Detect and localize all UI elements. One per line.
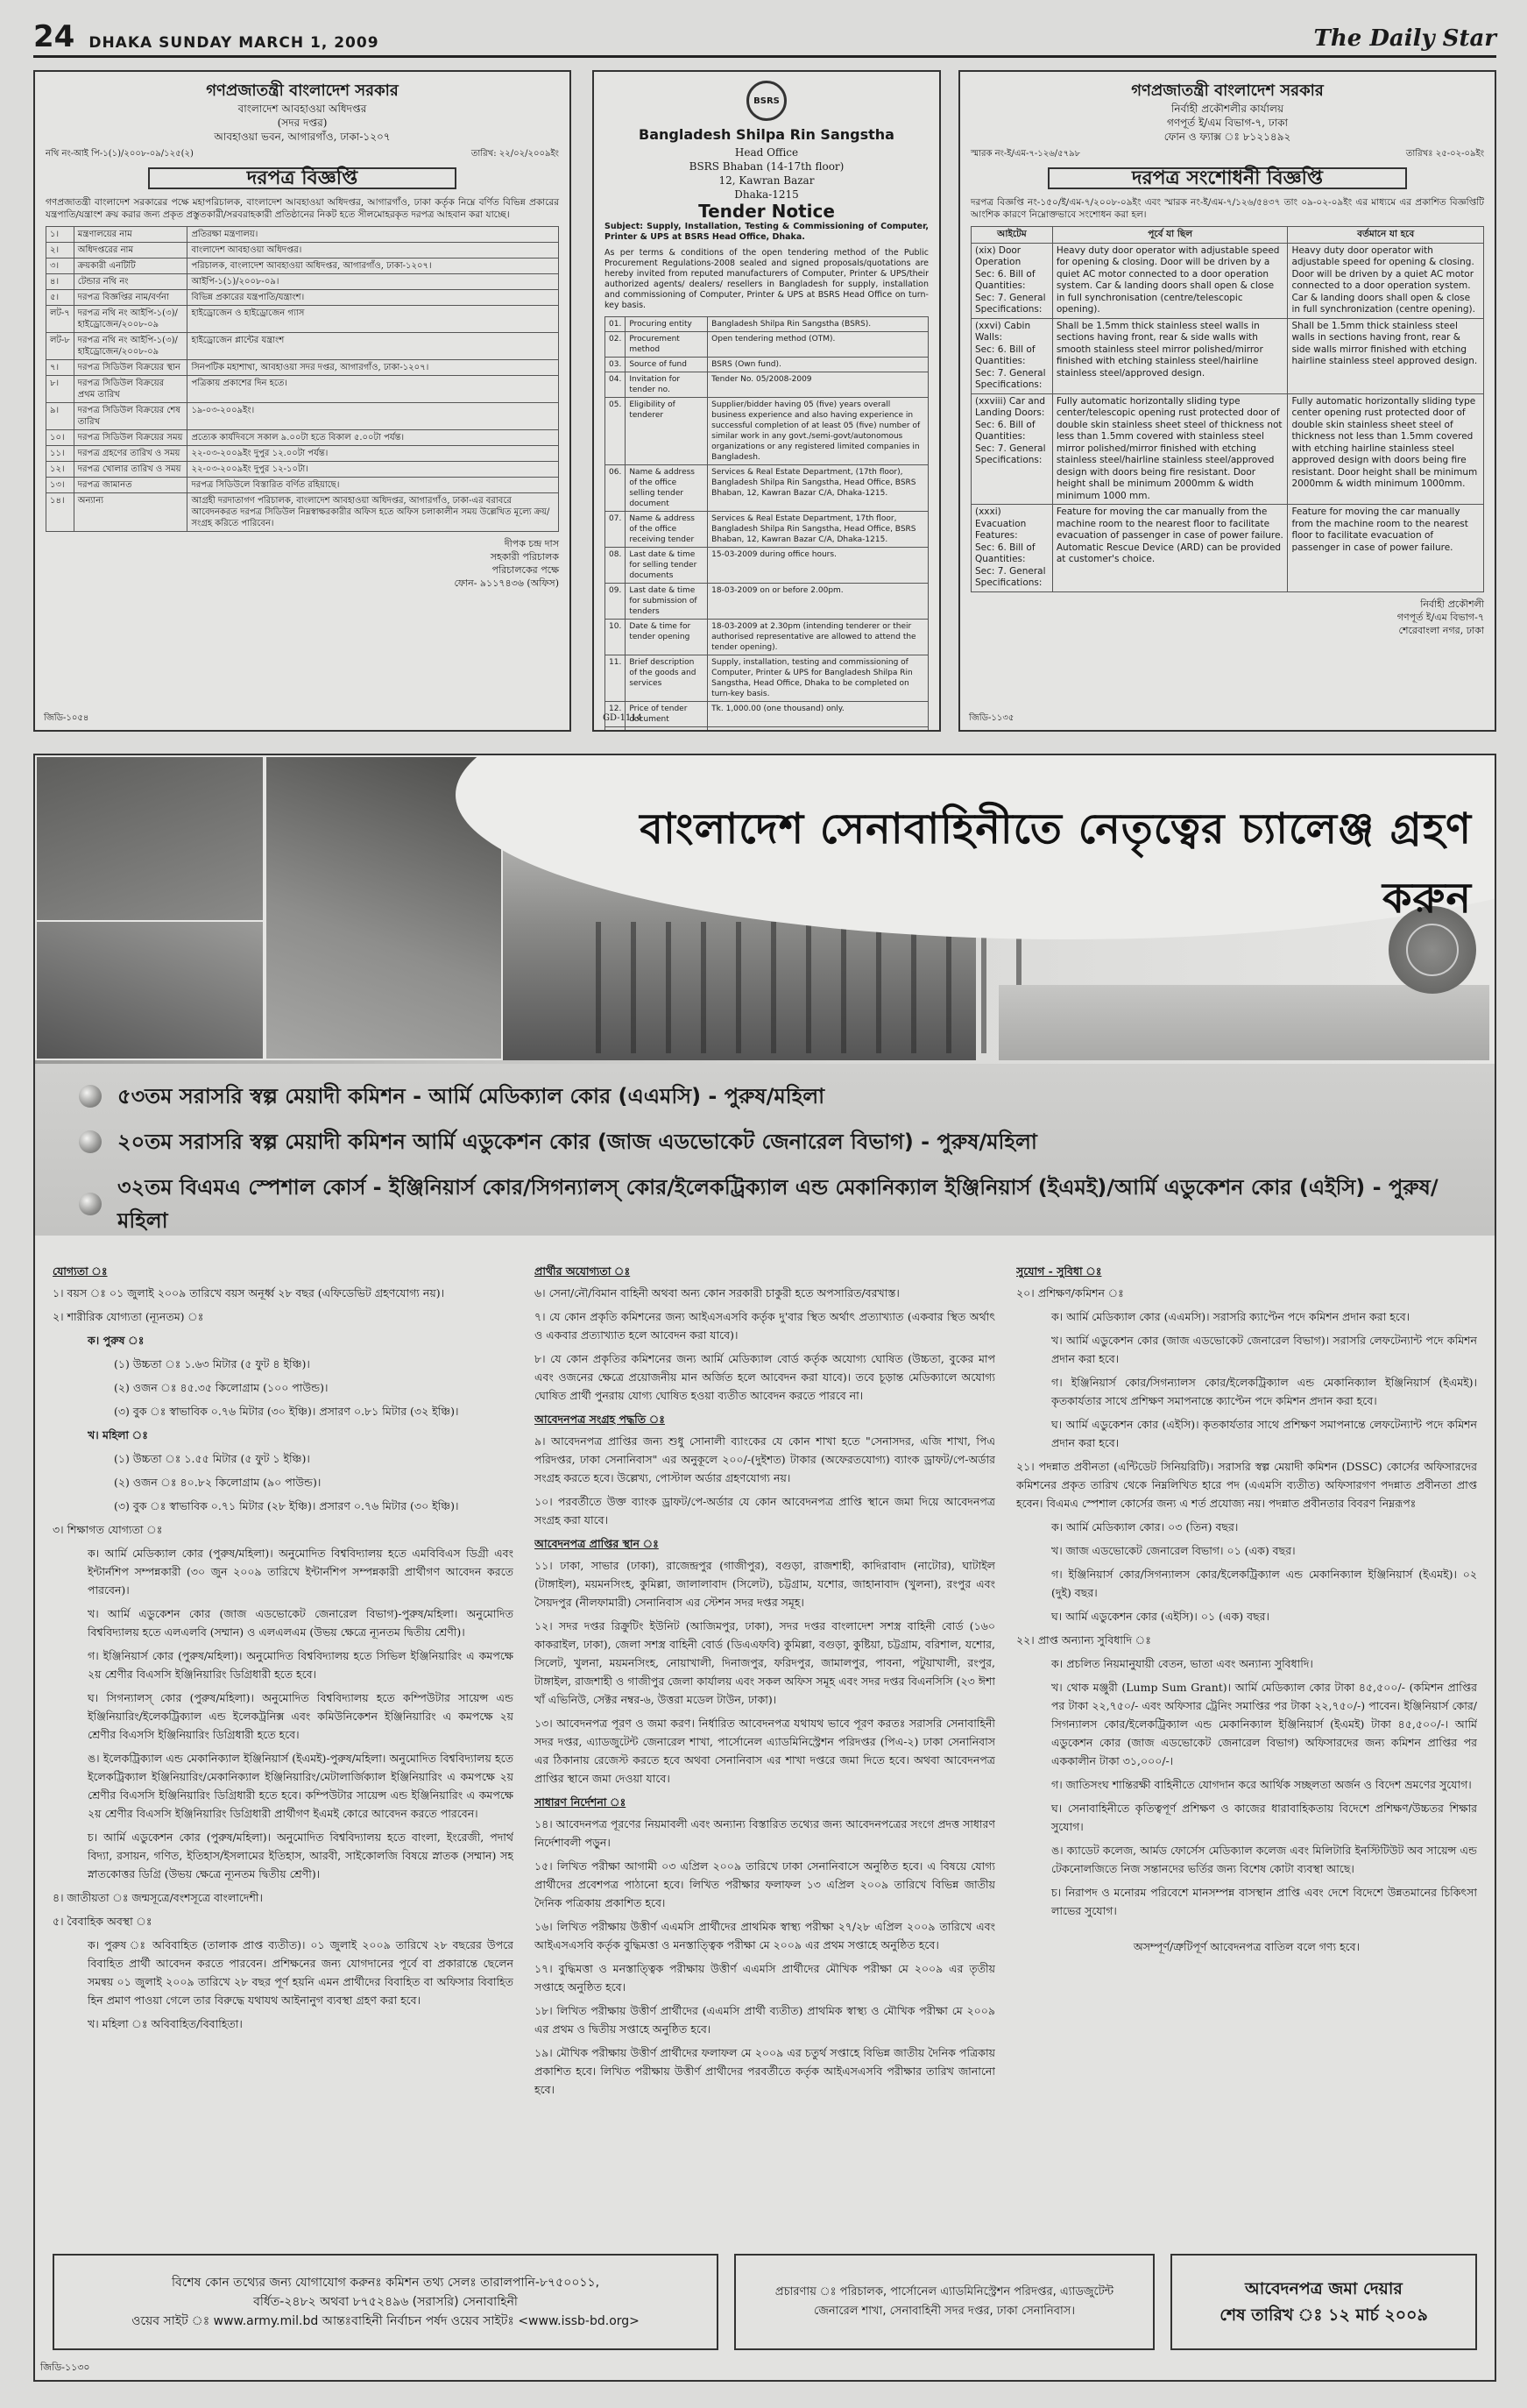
paragraph: ২। শারীরিক যোগ্যতা (ন্যূনতম) ঃ (53, 1310, 204, 1323)
memo-number: স্মারক নং-ই/এম-৭-১২৬/৫৭৯৮ (971, 149, 1081, 159)
tender-table (604, 316, 929, 732)
tender-title: Tender Notice (698, 201, 835, 222)
paragraph: ১০। পরবর্তীতে উক্ত ব্যাংক ড্রাফট/পে-অর্ডার যে কোন আবেদনপত্র প্রাপ্তি স্থানে জমা দিয়ে আবেদনপত্র সংগ্রহ করা যাবে। (534, 1495, 995, 1526)
division-name: গণপূর্ত ই/এম বিভাগ-৭, ঢাকা (1166, 117, 1288, 129)
bullet-icon (79, 1085, 102, 1108)
contact-box (53, 2254, 718, 2350)
bsrs-tender-notice (592, 70, 941, 732)
table-cell: Procurement method (626, 332, 708, 358)
section-heading: প্রার্থীর অযোগ্যতা ঃ (534, 1264, 631, 1278)
contact-line: বর্ধিত-২৪৮২ অথবা ৮৭৫২৪৯৬ (সরাসরি) সেনাবাহিনী (253, 2295, 518, 2309)
table-cell: BSRS (Own fund). (708, 358, 929, 372)
section-heading: আবেদনপত্র প্রাপ্তির স্থান ঃ (534, 1537, 659, 1550)
table-row (605, 332, 929, 358)
signature-line: সহকারী পরিচালক (490, 551, 559, 563)
section-heading: সুযোগ - সুবিধা ঃ (1016, 1264, 1102, 1278)
table-cell: 18-03-2009 on or before 2.00pm. (708, 584, 929, 620)
notice-table (46, 226, 559, 532)
table-row (972, 243, 1484, 318)
table-cell: 06. (605, 465, 626, 512)
paragraph: (৩) বুক ঃ স্বাভাবিক ০.৭১ মিটার (২৮ ইঞ্চি)। প্রসারণ ০.৭৬ মিটার (৩০ ইঞ্চি)। (114, 1499, 459, 1512)
signature-line: নির্বাহী প্রকৌশলী (1420, 598, 1484, 610)
gov-title: গণপ্রজাতন্ত্রী বাংলাদেশ সরকার (206, 81, 399, 100)
table-header-cell: পূর্বে যা ছিল (1052, 227, 1288, 244)
table-cell: ৪। (46, 274, 74, 290)
paragraph: ৯। আবেদনপত্র প্রাপ্তির জন্য শুধু সোনালী ব্যাংকের যে কোন শাখা হতে "সেনাসদর, এজি শাখা, পিএ পরিদপ্তর, ঢাকা সেনানিবাস" এর অনুকূলে ২০০/-(দুইশত) টাকার (অফেরতযোগ্য) ব্যাংক ড্রাফট/পে-অর্ডার সংগ্রহ করতে হবে। উল্লেখ্য, পোস্টাল অর্ডার গ্রহণযোগ্য নয়। (534, 1434, 995, 1484)
table-cell: প্রতিরক্ষা মন্ত্রণালয়। (187, 227, 559, 243)
paragraph: ৫। বৈবাহিক অবস্থা ঃ (53, 1915, 152, 1928)
subheading: খ। মহিলা ঃ (88, 1428, 148, 1441)
signature-line: পরিচালকের পক্ষে (491, 564, 559, 576)
table-cell: ১১। (46, 446, 74, 462)
table-cell: ১। (46, 227, 74, 243)
address-line-2: 12, Kawran Bazar (718, 174, 815, 187)
ad-headline: বাংলাদেশ সেনাবাহিনীতে নেতৃত্বের চ্যালেঞ্জ গ্রহণ করুন (640, 804, 1472, 923)
signature-line: দীপক চন্দ্র দাস (504, 538, 559, 549)
table-row (46, 274, 559, 290)
table-cell: ১৪। (46, 493, 74, 532)
table-row (972, 393, 1484, 505)
table-header-cell: আইটেম (972, 227, 1053, 244)
table-cell: Services & Real Estate Department, 17th floor, Bangladesh Shilpa Rin Sangstha, Head Office, BSRS Bhaban, 12, Kawran Bazar C/A, Dhaka-1215. (708, 512, 929, 548)
table-cell: (xxviii) Car and Landing Doors: Sec: 6. Bill of Quantities: Sec: 7. General Specifications: (972, 393, 1053, 505)
dept-sub: (সদর দপ্তর) (277, 117, 328, 129)
paragraph: গ। ইঞ্জিনিয়ার্স কোর/সিগন্যালস কোর/ইলেকট্রিক্যাল এন্ড মেকানিক্যাল ইঞ্জিনিয়ার্স (ইএমই)। ০২ (দুই) বছর। (1051, 1568, 1477, 1599)
table-cell: দরপত্র সিডিউল বিক্রয়ের সময় (74, 430, 187, 446)
paragraph: (২) ওজন ঃ ৪৫.৩৫ কিলোগ্রাম (১০০ পাউন্ড)। (114, 1381, 329, 1394)
table-cell: Procuring entity (626, 317, 708, 332)
table-cell: ১৯-০৩-২০০৯ইং। (187, 403, 559, 430)
table-cell: বিভিন্ন প্রকারের যন্ত্রপাতি/যন্ত্রাংশ। (187, 290, 559, 306)
table-cell: দরপত্র সিডিউল বিক্রয়ের শেষ তারিখ (74, 403, 187, 430)
table-cell: 08. (605, 548, 626, 584)
table-cell: ২২-০৩-২০০৯ইং দুপুর ১২-১০টা। (187, 462, 559, 478)
table-row (46, 306, 559, 333)
table-cell: ৮। (46, 376, 74, 403)
paragraph: (৩) বুক ঃ স্বাভাবিক ০.৭৬ মিটার (৩০ ইঞ্চি)। প্রসারণ ০.৮১ মিটার (৩২ ইঞ্চি)। (114, 1405, 459, 1418)
table-row (605, 372, 929, 398)
course-list (35, 1064, 1495, 1236)
army-recruitment-ad (33, 754, 1496, 2382)
table-cell: ১০। (46, 430, 74, 446)
table-cell: Last date & time for selling tender documents (626, 548, 708, 584)
table-cell: ২২-০৩-২০০৯ইং দুপুর ১২.০০টা পর্যন্ত। (187, 446, 559, 462)
deadline-label: আবেদনপত্র জমা দেয়ার (1245, 2279, 1403, 2298)
address-line-3: Dhaka-1215 (734, 188, 799, 201)
gd-code: জিডি-১০৫৪ (44, 713, 89, 723)
table-cell: হাইড্রোজেন প্লান্টের যন্ত্রাংশ (187, 333, 559, 360)
table-cell: সিনপটিক মহাশাখা, আবহাওয়া সদর দপ্তর, আগারগাঁও, ঢাকা-১২০৭। (187, 360, 559, 376)
deadline-box (1170, 2254, 1477, 2350)
paragraph: ১৪। আবেদনপত্র পূরণের নিয়মাবলী এবং অন্যান্য বিস্তারিত তথ্যের জন্য আবেদনপত্রের সংগে প্রদত্ত সাধারণ নির্দেশাবলী পড়ুন। (534, 1817, 995, 1849)
paragraph: খ। মহিলা ঃ অবিবাহিত/বিবাহিতা। (88, 2017, 243, 2030)
photo-soldiers (35, 755, 265, 922)
table-cell: আইপি-১(১)/২০০৮-০৯। (187, 274, 559, 290)
gd-code: GD-1114 (603, 713, 643, 723)
table-cell: Supply, installation, testing and commissioning of Computer, Printer & UPS for Bangladesh Shilpa Rin Sangstha, Head Office, Dhaka to be completed on turn-key basis. (708, 655, 929, 702)
dateline: DHAKA SUNDAY MARCH 1, 2009 (88, 34, 379, 52)
bullet-icon (79, 1130, 102, 1153)
closing-note: অসম্পূর্ণ/ত্রুটিপূর্ণ আবেদনপত্র বাতিল বলে গণ্য হবে। (1133, 1940, 1361, 1953)
table-row (605, 548, 929, 584)
newspaper-name: The Daily Star (1313, 25, 1496, 52)
table-cell: প্রত্যেক কার্যদিবসে সকাল ৯.০০টা হতে বিকাল ৫.০০টা পর্যন্ত। (187, 430, 559, 446)
table-row (46, 478, 559, 493)
table-cell: মন্ত্রণালয়ের নাম (74, 227, 187, 243)
publisher-line: প্রচারণায় ঃ পরিচালক, পার্সোনেল এ্যাডমিনিস্ট্রেশন পরিদপ্তর, এ্যাডজুটেন্ট (774, 2285, 1114, 2298)
table-row (46, 333, 559, 360)
table-row (46, 493, 559, 532)
table-cell: দরপত্র খোলার তারিখ ও সময় (74, 462, 187, 478)
table-row (605, 317, 929, 332)
table-cell: পরিচালক, বাংলাদেশ আবহাওয়া অধিদপ্তর, আগারগাঁও, ঢাকা-১২০৭। (187, 259, 559, 274)
gd-code: জিডি-১১৩০ (40, 2362, 90, 2373)
paragraph: ঘ। সেনাবাহিনীতে কৃতিত্বপূর্ণ প্রশিক্ষণ ও কাজের ধারাবাহিকতায় বিদেশে প্রশিক্ষণ/উচ্চতর শিক্ষার সুযোগ। (1051, 1802, 1477, 1833)
table-row (605, 358, 929, 372)
table-cell: ৯। (46, 403, 74, 430)
contact-line: বিশেষ কোন তথ্যের জন্য যোগাযোগ করুনঃ কমিশন তথ্য সেলঃ তারালপানি-৮৭৫০০১১, (171, 2276, 600, 2290)
table-cell: Name & address of the office receiving tender (626, 512, 708, 548)
table-cell: Fully automatic horizontally sliding type center opening rust protected door of double skin stainless sheet steel of thickness not less than 1.5mm covered with etching hairline stainless steel approved design with doors being fire resistant. Door height shall be minimum 2000mm & width minimum 1000mm. (1288, 393, 1484, 505)
paragraph: ১৬। লিখিত পরীক্ষায় উত্তীর্ণ এএমসি প্রার্থীদের প্রাথমিক স্বাস্থ্য পরীক্ষা ২৭/২৮ এপ্রিল ২০০৯ তারিখে এবং আইএসএসবি কর্তৃক বুদ্ধিমত্তা ও মনস্তাত্ত্বিক পরীক্ষা মে ২০০৯ এর প্রথম সপ্তাহে অনুষ্ঠিত হবে। (534, 1920, 995, 1951)
paragraph: (১) উচ্চতা ঃ ১.৫৫ মিটার (৫ ফুট ১ ইঞ্চি)। (114, 1452, 310, 1465)
table-cell: 18-03-2009 at 2.30pm (intending tenderer or their authorised representative are allowed to attend the tender opening). (708, 620, 929, 655)
table-cell: Tk. 1,000.00 (one thousand) only. (708, 702, 929, 727)
table-cell: Heavy duty door operator with adjustable speed for opening & closing. Door will be driven by a quiet AC motor connected to a door operation system. Car & landing doors shall open & close in full synchronisation (centre/telescopic opening). (1052, 243, 1288, 318)
table-row (46, 259, 559, 274)
pwd-amendment-notice (958, 70, 1496, 732)
gd-code: জিডি-১১৩৫ (969, 713, 1014, 723)
signature-line: গণপূর্ত ই/এম বিভাগ-৭ (1396, 611, 1484, 623)
table-cell: Feature for moving the car manually from the machine room to the nearest floor to facilitate evacuation of passenger in case of power failure. Automatic Rescue Device (ARD) can be provided at customer's choice. (1052, 505, 1288, 592)
table-cell: (xxxi) Evacuation Features: Sec: 6. Bill of Quantities: Sec: 7. General Specifications: (972, 505, 1053, 592)
memo-date: তারিখঃ ২৫-০২-০৯ইং (1405, 149, 1484, 159)
table-cell: (xxvi) Cabin Walls: Sec: 6. Bill of Quantities: Sec: 7. General Specifications: (972, 318, 1053, 393)
table-cell: টেন্ডার নথি নং (74, 274, 187, 290)
memo-number: নথি নং-আই পি-১(১)/২০০৮-০৯/১২৫(২) (46, 149, 194, 159)
paragraph: (২) ওজন ঃ ৪০.৮২ কিলোগ্রাম (৯০ পাউন্ড)। (114, 1476, 322, 1489)
table-cell (605, 727, 626, 733)
paragraph: চ। আর্মি এডুকেশন কোর (পুরুষ/মহিলা)। অনুমোদিত বিশ্ববিদ্যালয় হতে বাংলা, ইংরেজী, পদার্থ বিদ্যা, রসায়ন, গণিত, ইতিহাস/ইসলামের ইতিহাস, আরবী, সাইকোলজি বিষয়ে স্নাতক (সম্মান) সহ স্নাতকোত্তর ডিগ্রি (উভয় ক্ষেত্রে ন্যূনতম দ্বিতীয় শ্রেণী)। (88, 1831, 513, 1880)
table-row (46, 227, 559, 243)
table-row (46, 462, 559, 478)
table-header-row (972, 227, 1484, 244)
paragraph: ক। পুরুষ ঃ অবিবাহিত (তালাক প্রাপ্ত ব্যতীত)। ০১ জুলাই ২০০৯ তারিখে ২৮ বছরের উপরে বিবাহিত প্রার্থী আবেদন করতে পারবেন। প্রশিক্ষনের জন্য যোগদানের পূর্বে বা প্রকারান্তে ছেলেন সমন্বয় ০১ জুলাই ২০০৯ তারিখে ২৮ বছর পূর্ণ হয়নি এমন প্রার্থীদের বিবাহিত বা অফিসার বিবাহিত হিন প্রমাণ পাওয়া গেলে তার বিরুদ্ধে যথাযথ আইনানুগ ব্যবস্থা গ্রহণ করা হবে। (88, 1938, 513, 2007)
paragraph: গ। জাতিসংঘ শান্তিরক্ষী বাহিনীতে যোগদান করে আর্থিক সচ্ছলতা অর্জন ও বিদেশ ভ্রমণের সুযোগ। (1051, 1778, 1472, 1791)
table-cell: দরপত্র নথি নং আইপি-১(৩)/হাইড্রোজেন/২০০৮-০৯ (74, 306, 187, 333)
table-row (605, 702, 929, 727)
table-cell: 09. (605, 584, 626, 620)
table-row (605, 465, 929, 512)
table-cell: দরপত্র সিডিউল বিক্রয়ের প্রথম তারিখ (74, 376, 187, 403)
table-row (605, 655, 929, 702)
table-cell: 12. (605, 702, 626, 727)
tender-intro: As per terms & conditions of the open tendering method of the Public Procurement Regulations-2008 sealed and signed proposals/quotations are hereby invited from reputed manufacturers of Computer, Printer & UPS/their authorized agents/ dealers/ resellers in Bangladesh for supply, installation and commissioning of Computer, Printer & UPS at BSRS Head Office on turn-key basis. (604, 248, 929, 310)
table-cell: দরপত্র সিডিউল বিক্রয়ের স্থান (74, 360, 187, 376)
table-row (605, 620, 929, 655)
table-row (972, 318, 1484, 393)
table-cell: Price of tender document (626, 702, 708, 727)
table-cell: 15-03-2009 during office hours. (708, 548, 929, 584)
table-cell: Services & Real Estate Department, (17th floor), Bangladesh Shilpa Rin Sangstha, Head Office, BSRS Bhaban, 12, Kawran Bazar C/A, Dhaka-1215. (708, 465, 929, 512)
table-cell: ৭। (46, 360, 74, 376)
table-cell: Shall be 1.5mm thick stainless steel walls in sections having front, rear & side walls with smooth stainless steel mirror polished/mirror finished with etching stainless steel/hairline stainless steel/approved design. (1052, 318, 1288, 393)
paragraph: ক। আর্মি মেডিক্যাল কোর (পুরুষ/মহিলা)। অনুমোদিত বিশ্ববিদ্যালয় হতে এমবিবিএস ডিগ্রী এবং ইন্টার্নশিপ সম্পন্নকারী (৩০ জুন ২০০৯ তারিখে ইন্টার্নশিপ সম্পন্নকারী প্রার্থীগণ আবেদন করতে পারবেন)। (88, 1547, 513, 1597)
signature-block (46, 537, 559, 590)
notice-title: দরপত্র বিজ্ঞপ্তি (148, 167, 456, 189)
ad-details (53, 1258, 1477, 2240)
paragraph: চ। নিরাপদ ও মনোরম পরিবেশে মানসম্পন্ন বাসস্থান প্রাপ্তি এবং দেশে বিদেশে উন্নতমানের চিকিৎসা লাভের সুযোগ। (1051, 1886, 1477, 1917)
table-cell: দরপত্র গ্রহণের তারিখ ও সময় (74, 446, 187, 462)
course-label: ৩২তম বিএমএ স্পেশাল কোর্স - ইঞ্জিনিয়ার্স কোর/সিগন্যালস্ কোর/ইলেকট্রিক্যাল এন্ড মেকানিক্যাল ইঞ্জিনিয়ার্স (ইএমই)/আর্মি এডুকেশন কোর (এইসি) - পুরুষ/মহিলা (117, 1175, 1439, 1233)
benefits-column (1016, 1258, 1477, 2240)
table-cell: দরপত্র সিডিউলে বিস্তারিত বর্ণিত রহিয়াছে। (187, 478, 559, 493)
paragraph: ঘ। আর্মি এডুকেশন কোর (এইসি)। কৃতকার্যতার সাথে প্রশিক্ষণ সমাপনান্তে লেফটেন্যান্ট পদে কমিশন প্রদান করা হবে। (1051, 1418, 1477, 1449)
office-label: Head Office (734, 146, 799, 159)
publisher-line: জেনারেল শাখা, সেনাবাহিনী সদর দপ্তর, ঢাকা সেনানিবাস। (813, 2305, 1076, 2318)
paragraph: গ। ইঞ্জিনিয়ার্স কোর (পুরুষ/মহিলা)। অনুমোদিত বিশ্ববিদ্যালয় হতে সিভিল ইঞ্জিনিয়ারিং এ কমপক্ষে ২য় শ্রেণীর বিএসসি ইঞ্জিনিয়ারিং ডিগ্রিধারী হতে হবে। (88, 1649, 513, 1681)
table-cell: Supplier/bidder having 05 (five) years overall business experience and also having experience in successful completion of at least 05 (five) number of similar work in any govt./semi-govt/autonomous organizations or any registered limited companies in Bangladesh. (708, 398, 929, 465)
table-cell: Name & address of the office selling tender document (626, 465, 708, 512)
table-cell: ১৩। (46, 478, 74, 493)
course-item (79, 1171, 1451, 1237)
table-cell: Eligibility of tenderer (626, 398, 708, 465)
website-line: ওয়েব সাইট ঃ www.army.mil.bd আন্তঃবাহিনী নির্বাচন পর্ষদ ওয়েব সাইটঃ <www.issb-bd.org> (131, 2314, 640, 2328)
deadline-date: শেষ তারিখ ঃ ১২ মার্চ ২০০৯ (1219, 2305, 1428, 2325)
course-label: ২০তম সরাসরি স্বল্প মেয়াদী কমিশন আর্মি এডুকেশন কোর (জাজ এডভোকেট জেনারেল বিভাগ) - পুরুষ/মহিলা (117, 1130, 1037, 1154)
signature-line: ফোন- ৯১১৭৪৩৬ (অফিস) (454, 577, 559, 589)
table-cell: 10. (605, 620, 626, 655)
paragraph: ২২। প্রাপ্ত অন্যান্য সুবিধাদি ঃ (1016, 1633, 1151, 1647)
paragraph: ১২। সদর দপ্তর রিক্রুটিং ইউনিট (আজিমপুর, ঢাকা), সদর দপ্তর বাংলাদেশ সশস্ত্র বাহিনী বোর্ড (১৬০ কাকরাইল, ঢাকা), জেলা সশস্ত্র বাহিনী বোর্ড (ডিএএফবি) কুমিল্লা, বগুড়া, কুষ্টিয়া, চট্টগ্রাম, বরিশাল, যশোর, সিলেট, খুলনা, ময়মনসিংহ, নোয়াখালী, দিনাজপুর, ফরিদপুর, জামালপুর, পাবনা, পটুয়াখালী, রংপুর, টাঙ্গাইল, রাজশাহী ও গাজীপুর জেলা কার্যালয় এবং সকল অফিস সমূহ এবং সদর দপ্তর বিএনসিসি (২৩ ঈশা খাঁ এভিনিউ, সেক্টর নম্বর-৬, উত্তরা মডেল টাউন, ঢাকা)। (534, 1619, 995, 1706)
paragraph: ক। আর্মি মেডিক্যাল কোর। ০৩ (তিন) বছর। (1051, 1520, 1239, 1533)
section-heading: আবেদনপত্র সংগ্রহ পদ্ধতি ঃ (534, 1413, 665, 1426)
paragraph: ১৫। লিখিত পরীক্ষা আগামী ০৩ এপ্রিল ২০০৯ তারিখে ঢাকা সেনানিবাসে অনুষ্ঠিত হবে। এ বিষয়ে যোগ্য প্রার্থীদের প্রবেশপত্র পাঠানো হবে। লিখিত পরীক্ষার ফলাফল ১৩ এপ্রিল ২০০৯ তারিখে বিভিন্ন জাতীয় দৈনিক পত্রিকায় প্রকাশিত হবে। (534, 1859, 995, 1909)
paragraph: ২১। পদন্নাত প্রবীনতা (এন্টিডেট সিনিয়রিটি)। সরাসরি স্বল্প মেয়াদী কমিশন (DSSC) কোর্সের অফিসারদের কমিশনের প্রকৃত তারিখ থেকে নিম্নলিখিত হারে পদ (এএমসি ব্যতীত) অফিসারগণ পদন্নাত প্রবীনতা প্রাপ্ত হবেন। বিএমএ স্পেশাল কোর্সের জন্য এ শর্ত প্রযোজ্য নয়। পদন্নাত প্রবীনতার বিবরণ নিম্নরূপঃ (1016, 1460, 1477, 1510)
table-row (46, 446, 559, 462)
paragraph: ৬। সেনা/নৌ/বিমান বাহিনী অথবা অন্য কোন সরকারী চাকুরী হতে অপসারিত/বরখাস্ত। (534, 1286, 900, 1300)
table-cell: Source of fund (626, 358, 708, 372)
phone-fax: ফোন ও ফ্যাক্স ঃ ৮১২১৪৯২ (1163, 131, 1291, 143)
ad-footer (53, 2254, 1477, 2350)
table-cell: Open tendering method (OTM). (708, 332, 929, 358)
paragraph: খ। আর্মি এডুকেশন কোর (জাজ এডভোকেট জেনারেল বিভাগ)-পুরুষ/মহিলা। অনুমোদিত বিশ্ববিদ্যালয় হতে এলএলবি (সম্মান) ও এলএলএম (উভয় ক্ষেত্রে ন্যূনতম দ্বিতীয় শ্রেণী)। (88, 1607, 513, 1639)
table-cell: ৩। (46, 259, 74, 274)
table-row (605, 398, 929, 465)
photo-field-exercise (35, 920, 265, 1060)
table-cell: লট-৭ (46, 306, 74, 333)
notice-title: দরপত্র সংশোধনী বিজ্ঞপ্তি (1048, 167, 1407, 189)
course-item (79, 1080, 1451, 1113)
paragraph: ১৭। বুদ্ধিমত্তা ও মনস্তাত্ত্বিক পরীক্ষায় উত্তীর্ণ এএমসি প্রার্থীদের মৌখিক পরীক্ষা মে ২০০৯ এর তৃতীয় সপ্তাহে অনুষ্ঠিত হবে। (534, 1962, 995, 1994)
masthead (33, 19, 1496, 58)
table-row (972, 505, 1484, 592)
bmd-tender-notice (33, 70, 571, 732)
table-cell: অন্যান্য (74, 493, 187, 532)
paragraph: গ। ইঞ্জিনিয়ার্স কোর/সিগন্যালস কোর/ইলেকট্রিক্যাল এন্ড মেকানিক্যাল ইঞ্জিনিয়ার্স (ইএমই)। কৃতকার্যতার সাথে প্রশিক্ষণ সমাপনান্তে ক্যাপ্টেন পদে কমিশন প্রদান করা হবে। (1051, 1376, 1477, 1407)
table-cell: পত্রিকায় প্রকাশের দিন হতে। (187, 376, 559, 403)
table-cell: Heavy duty door operator with adjustable speed for opening & closing. Door will be driven by a quiet AC motor connected to a door operation system. Car & landing doors shall open & close in full synchronization (centre opening). (1288, 243, 1484, 318)
table-cell: ২। (46, 243, 74, 259)
table-cell: 02. (605, 332, 626, 358)
table-cell: অধিদপ্তরের নাম (74, 243, 187, 259)
notice-intro: গণপ্রজাতন্ত্রী বাংলাদেশ সরকারের পক্ষে মহাপরিচালক, বাংলাদেশ আবহাওয়া অধিদপ্তর, আগারগাঁও, ঢাকা কর্তৃক নিম্নে বর্ণিত বিভিন্ন প্রকারের যন্ত্রপাতি/যন্ত্রাংশ ক্রয় করার জন্য প্রকৃত প্রস্তুতকারী/সরবরাহকারী প্রতিষ্ঠানের নিকট হতে সীলমোহরকৃত দরপত্র আহবান করা যাচ্ছে। (46, 197, 559, 220)
table-cell: দরপত্র নথি নং আইপি-১(৩)/ হাইড্রোজেন/২০০৮-০৯ (74, 333, 187, 360)
table-cell: Date & time for tender opening (626, 620, 708, 655)
tender-subject: Subject: Supply, Installation, Testing & Commissioning of Computer, Printer & UPS at BSRS Head Office, Dhaka. (604, 222, 929, 242)
table-cell: Tender No. 05/2008-2009 (708, 372, 929, 398)
page-number: 24 (33, 19, 75, 54)
table-row (46, 290, 559, 306)
paragraph: খ। আর্মি এডুকেশন কোর (জাজ এডভোকেট জেনারেল বিভাগ)। সরাসরি লেফটেন্যান্ট পদে কমিশন প্রদান করা হবে। (1051, 1334, 1477, 1365)
paragraph: ১। বয়স ঃ ০১ জুলাই ২০০৯ তারিখে বয়স অনূর্ধ্ব ২৮ বছর (এফিডেভিট গ্রহণযোগ্য নয়)। (53, 1286, 445, 1300)
org-name: Bangladesh Shilpa Rin Sangstha (639, 126, 894, 143)
paragraph: ২০। প্রশিক্ষণ/কমিশন ঃ (1016, 1286, 1124, 1300)
table-cell: ক্রয়কারী এনটিটি (74, 259, 187, 274)
table-cell: 11. (605, 655, 626, 702)
paragraph: ঙ। ক্যাডেট কলেজ, আর্মড ফোর্সেস মেডিক্যাল কলেজ এবং মিলিটারি ইনস্টিটিউট অব সায়েন্স এন্ড টেকনোলজিতে নিজ সন্তানদের ভর্তির জন্য বিশেষ কোটা ব্যবস্থা আছে। (1051, 1844, 1477, 1875)
table-cell (626, 727, 708, 733)
table-cell: বাংলাদেশ আবহাওয়া অধিদপ্তর। (187, 243, 559, 259)
paragraph: (১) উচ্চতা ঃ ১.৬৩ মিটার (৫ ফুট ৪ ইঞ্চি)। (114, 1357, 310, 1370)
publisher-box (734, 2254, 1155, 2350)
signature-line: শেরেবাংলা নগর, ঢাকা (1398, 624, 1484, 636)
paragraph: ১৯। মৌখিক পরীক্ষায় উত্তীর্ণ প্রার্থীদের ফলাফল মে ২০০৯ এর চতুর্থ সপ্তাহে বিভিন্ন জাতীয় দৈনিক পত্রিকায় প্রকাশিত হবে। লিখিত পরীক্ষায় উত্তীর্ণ প্রার্থীদের পরবর্তীতে কর্তৃক আইএসএসবি পরীক্ষার তারিখ জানানো হবে। (534, 2046, 995, 2096)
notice-intro: দরপত্র বিজ্ঞপ্তি নং-১৫০/ই/এম-৭/২০০৮-০৯ইং এবং স্মারক নং-ই/এম-৭/১২৬/৫৪৩৭ তাং ০৯-০২-০৯ইং এর মাধ্যমে এর প্রকাশিত বিজ্ঞপ্তিটি আংশিক কারণে নিম্নোক্তভাবে সংশোধন করা হল। (971, 197, 1484, 220)
table-cell: (xix) Door Operation Sec: 6. Bill of Quantities: Sec: 7. General Specifications: (972, 243, 1053, 318)
memo-date: তারিখ: ২২/০২/২০০৯ইং (470, 149, 559, 159)
paragraph: ১১। ঢাকা, সাভার (ঢাকা), রাজেন্দ্রপুর (গাজীপুর), বগুড়া, রাজশাহী, কাদিরাবাদ (নাটোর), ঘাটাইল (টাঙ্গাইল), ময়মনসিংহ, কুমিল্লা, জালালাবাদ (সিলেট), চট্টগ্রাম, যশোর, জাহানাবাদ (খুলনা), রংপুর এবং সৈয়দপুর (নীলফামারী) সেনানিবাস এর স্টেশন সদর দপ্তর সমূহ। (534, 1559, 995, 1609)
paragraph: ৭। যে কোন প্রকৃতি কমিশনের জন্য আইএসএসবি কর্তৃক দু'বার স্থিত অর্থাৎ প্রত্যাখ্যাত (একবার স্থিত অর্থাৎ ও একবার প্রত্যাখ্যাত হলে আবেদন করা যাবে)। (534, 1310, 995, 1342)
table-cell: 01. (605, 317, 626, 332)
application-column (534, 1258, 995, 2240)
paragraph: ঙ। ইলেকট্রিক্যাল এন্ড মেকানিক্যাল ইঞ্জিনিয়ার্স (ইএমই)-পুরুষ/মহিলা। অনুমোদিত বিশ্ববিদ্যালয় হতে ইলেকট্রিক্যাল ইঞ্জিনিয়ারিং/মেকানিক্যাল ইঞ্জিনিয়ারিং/মেটালার্জিক্যাল ইঞ্জিনিয়ারিং এ কমপক্ষে ২য় শ্রেণীর বিএসসি ইঞ্জিনিয়ারিং ডিগ্রিধারী হতে হবে। কম্পিউটার সায়েন্স এন্ড ইঞ্জিনিয়ারিং এ কমপক্ষে ২য় শ্রেণীর বিএসসি ইঞ্জিনিয়ারিং ডিগ্রিধারী প্রার্থীগণ ইএমই কোরে আবেদন করতে পারবেন। (88, 1752, 513, 1820)
paragraph: ঘ। সিগন্যালস্ কোর (পুরুষ/মহিলা)। অনুমোদিত বিশ্ববিদ্যালয় হতে কম্পিউটার সায়েন্স এন্ড ইঞ্জিনিয়ারিং/ইলেকট্রিক্যাল এন্ড ইলেকট্রনিক্স এবং কমিউনিকেশন ইঞ্জিনিয়ারিং এ কমপক্ষে ২য় শ্রেণীর বিএসসি ইঞ্জিনিয়ারিং ডিগ্রিধারী হতে হবে। (88, 1691, 513, 1741)
table-cell: 03. (605, 358, 626, 372)
signature-block (971, 598, 1484, 637)
table-row (46, 376, 559, 403)
paragraph: ৩। শিক্ষাগত যোগ্যতা ঃ (53, 1523, 163, 1536)
table-cell: 07. (605, 512, 626, 548)
course-label: ৫৩তম সরাসরি স্বল্প মেয়াদী কমিশন - আর্মি মেডিক্যাল কোর (এএমসি) - পুরুষ/মহিলা (117, 1084, 825, 1108)
amendment-table (971, 226, 1484, 592)
table-cell: লট-৮ (46, 333, 74, 360)
eligibility-column (53, 1258, 513, 2240)
paragraph: খ। জাজ এডভোকেট জেনারেল বিভাগ। ০১ (এক) বছর। (1051, 1544, 1296, 1557)
gov-title: গণপ্রজাতন্ত্রী বাংলাদেশ সরকার (1131, 81, 1324, 100)
paragraph: খ। থোক মঞ্জুরী (Lump Sum Grant)। আর্মি মেডিক্যাল কোর টাকা ৪৫,৫০০/- (কমিশন প্রাপ্তির পর টাকা ২২,৭৫০/- এবং অফিসার ট্রেনিং সমাপ্তির পর টাকা ২২,৭৫০/-) পাবেন। ইঞ্জিনিয়ার্স কোর/সিগন্যালস কোর/ইলেকট্রিক্যাল এন্ড মেকানিক্যাল ইঞ্জিনিয়ার্স (ইএমই) টাকা ৪৫,৫০০/-। আর্মি এডুকেশন কোর (জাজ এডভোকেট জেনারেল বিভাগ) অফিসারদের জন্য কমিশন প্রাপ্তির পর এককালীন টাকা ৩১,০০০/-। (1051, 1681, 1477, 1767)
bsrs-logo: BSRS (746, 81, 787, 121)
table-row (605, 727, 929, 733)
table-row (46, 360, 559, 376)
table-row (605, 584, 929, 620)
table-cell: Feature for moving the car manually from the machine room to the nearest floor to facilitate evacuation of passenger in case of power failure. (1288, 505, 1484, 592)
table-header-cell: বর্তমানে যা হবে (1288, 227, 1484, 244)
section-heading: যোগ্যতা ঃ (53, 1264, 108, 1278)
table-cell: ৫। (46, 290, 74, 306)
section-heading: সাধারণ নির্দেশনা ঃ (534, 1795, 626, 1809)
table-cell: Last date & time for submission of tenders (626, 584, 708, 620)
paragraph: ১৩। আবেদনপত্র পূরণ ও জমা করণ। নির্ধারিত আবেদনপত্র যথাযথ ভাবে পূরণ করতঃ সরাসরি সেনাবাহিনী সদর দপ্তর, এ্যাডজুটেন্ট জেনারেল শাখা, পার্সোনেল এ্যাডমিনিস্ট্রেশন পরিদপ্তর (পিএ-২) ঢাকা সেনানিবাস এর ঠিকানায় রেজেস্ট করতে হবে অথবা সেনানিবাস এর শাখা দপ্তরে জমা দিতে হবে। অথবা আবেদনপত্র প্রাপ্তির স্থানে জমা দেওয়া যাবে। (534, 1717, 995, 1785)
office-name: নির্বাহী প্রকৌশলীর কার্যালয় (1170, 103, 1284, 115)
table-row (46, 243, 559, 259)
table-cell: Bangladesh Shilpa Rin Sangstha (BSRS). (708, 317, 929, 332)
dept-name: বাংলাদেশ আবহাওয়া অধিদপ্তর (237, 103, 367, 115)
photo-ladders (596, 922, 1034, 1053)
subheading: ক। পুরুষ ঃ (88, 1334, 145, 1347)
paragraph: ১৮। লিখিত পরীক্ষায় উত্তীর্ণ প্রার্থীদের (এএমসি প্রার্থী ব্যতীত) প্রাথমিক স্বাস্থ্য ও মৌখিক পরীক্ষা মে ২০০৯ এর প্রথম ও দ্বিতীয় সপ্তাহে অনুষ্ঠিত হবে। (534, 2004, 995, 2036)
table-row (46, 403, 559, 430)
table-cell: দরপত্র বিজ্ঞপ্তির নাম/বর্ণনা (74, 290, 187, 306)
paragraph: ক। আর্মি মেডিক্যাল কোর (এএমসি)। সরাসরি ক্যাপ্টেন পদে কমিশন প্রদান করা হবে। (1051, 1310, 1410, 1323)
table-cell (708, 727, 929, 733)
table-cell: Invitation for tender no. (626, 372, 708, 398)
table-cell: হাইড্রোজেন ও হাইড্রোজেন গ্যাস (187, 306, 559, 333)
table-cell: 04. (605, 372, 626, 398)
table-cell: ১২। (46, 462, 74, 478)
table-cell: আগ্রহী দরদাতাগণ পরিচালক, বাংলাদেশ আবহাওয়া অধিদপ্তর, আগারগাঁও, ঢাকা-এর বরাবরে আবেদনকরত দরপত্র সিডিউল নিম্নস্বাক্ষরকারীর অফিস হতে অফিস চলাকালীন সময় উল্লেখিত মূল্যে ক্রয়/সংগ্রহ করিতে পারিবেন। (187, 493, 559, 532)
table-cell: দরপত্র জামানত (74, 478, 187, 493)
photo-horizon (999, 985, 1489, 1060)
ad-banner (35, 755, 1495, 1064)
table-cell: Brief description of the goods and services (626, 655, 708, 702)
paragraph: ঘ। আর্মি এডুকেশন কোর (এইসি)। ০১ (এক) বছর। (1051, 1610, 1269, 1623)
table-row (46, 430, 559, 446)
paragraph: ক। প্রচলিত নিয়মানুযায়ী বেতন, ভাতা এবং অন্যান্য সুবিধাদি। (1051, 1657, 1313, 1670)
paragraph: ৮। যে কোন প্রকৃতির কমিশনের জন্য আর্মি মেডিক্যাল বোর্ড কর্তৃক অযোগ্য ঘোষিত (উচ্চতা, বুকের মাপ এবং ওজনের ক্ষেত্রে প্রয়োজনীয় মান অর্জিত হলে আবেদন করা যাবে)। তবে চূড়ান্ত মেডিক্যালে অযোগ্য ঘোষিত প্রার্থী পুনরায় যোগ্য ঘোষিত হওয়া ব্যতীত আবেদন করতে পারবে না। (534, 1352, 995, 1402)
bullet-icon (79, 1193, 102, 1215)
dept-address: আবহাওয়া ভবন, আগারগাঁও, ঢাকা-১২০৭ (214, 131, 391, 143)
table-row (605, 512, 929, 548)
table-cell: 05. (605, 398, 626, 465)
address-line-1: BSRS Bhaban (14-17th floor) (689, 160, 845, 173)
paragraph: ৪। জাতীয়তা ঃ জন্মসূত্রে/বংশসূত্রে বাংলাদেশী। (53, 1891, 263, 1904)
table-cell: Shall be 1.5mm thick stainless steel walls in sections having front, rear & side walls mirror finished with etching hairline stainless steel approved design. (1288, 318, 1484, 393)
course-item (79, 1125, 1451, 1158)
table-cell: Fully automatic horizontally sliding type center/telescopic opening rust protected door of double skin stainless sheet steel of thickness not less than 1.5mm covered with stainless steel mirror polished/mirror finished with etching stainless steel/hairline stainless steel/approved design with doors being fire resistant. Door height shall be minimum 2000mm & width minimum 1000 mm. (1052, 393, 1288, 505)
